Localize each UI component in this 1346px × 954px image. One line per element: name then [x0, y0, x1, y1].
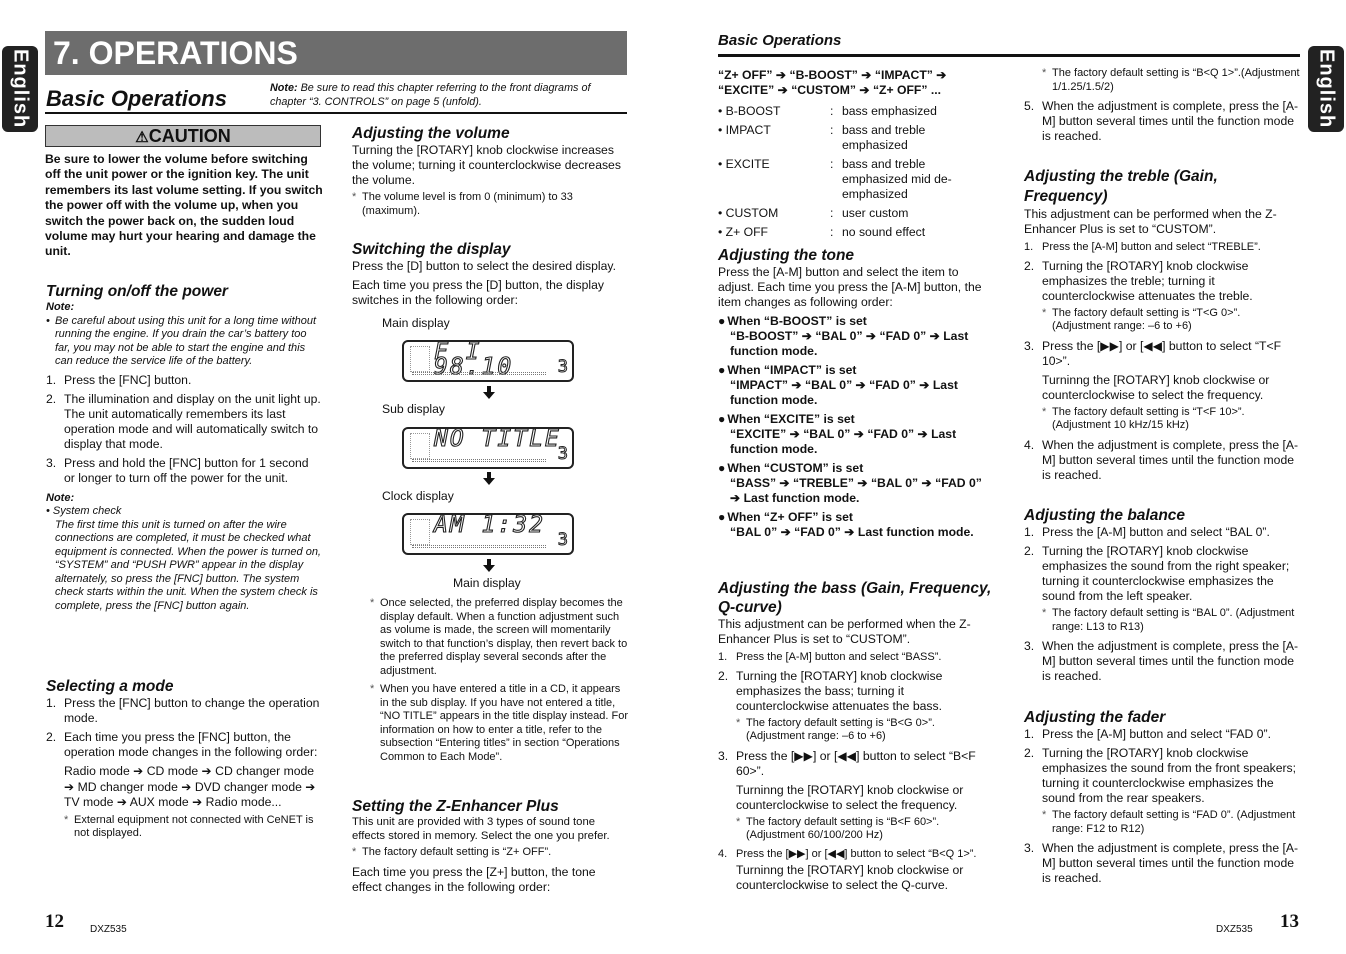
chapter-banner	[45, 31, 627, 75]
display-label: Clock display	[382, 489, 454, 503]
tone-case: ● When “B-BOOST” is set	[718, 314, 994, 329]
treble-footnote: * The factory default setting is “T<F 10>”.(Adjustment 10 kHz/15 kHz)	[1042, 405, 1245, 431]
balance-footnote: * The factory default setting is “BAL 0”. (Adjustment range: L13 to R13)	[1042, 607, 1295, 633]
fader-section	[1024, 708, 1300, 890]
power-note: • Be careful about using this unit for a long time without running the engine. If you drain the car’s battery too far, you may not be able to start the engine and this can reduce the service life of the battery.	[46, 314, 317, 367]
language-tab-right	[1308, 46, 1344, 132]
tone-case: ● When “EXCITE” is set	[718, 412, 994, 427]
display-footnotes	[370, 594, 628, 769]
display-footnote: * Once selected, the preferred display becomes the display default. When a function adjustment such as volume is made, the screen will momentarily switch to that function’s display, then revert back to the preferred display several seconds after the adjustment.	[370, 597, 628, 677]
display-text: Press the [D] button to select the desired display.	[352, 259, 616, 273]
list-item: 2. Turning the [ROTARY] knob clockwise emphasizes the sound from the front speakers; turning it counterclockwise emphasizes the sound from the rear speakers.	[1024, 746, 1297, 805]
page-header: Basic Operations	[718, 32, 842, 49]
caution-label: CAUTION	[148, 126, 231, 146]
section-divider	[45, 112, 627, 114]
bass-text: This adjustment can be performed when the Z-Enhancer Plus is set to “CUSTOM”.	[718, 617, 971, 646]
zenhancer-text: This unit are provided with 3 types of sound tone effects stored in memory. Select the one you prefer.	[352, 816, 610, 842]
display-label: Main display	[382, 316, 450, 330]
chapter-note: Note: Be sure to read this chapter referring to the front diagrams of chapter “3. CONTROLS” on page 5 (unfold).	[270, 82, 591, 108]
system-check-text: The first time this unit is turned on after the wire connections are completed, it must be checked what equipment is connected. When the power is turned on, “SYSTEM” and “PUSH PWR” appear in the display alternately, so press the [FNC] button. The system check starts within the unit. When the system check is complete, press the [FNC] button again.	[55, 518, 321, 612]
mode-heading: Selecting a mode	[46, 678, 174, 695]
arrow-down-icon	[482, 559, 496, 573]
display-heading: Switching the display	[352, 241, 511, 258]
tone-section	[718, 246, 994, 542]
tone-text: Press the [A-M] button and select the item to adjust. Each time you press the [A-M] button, the item changes as following order:	[718, 265, 982, 309]
list-item: • CUSTOM : user custom	[718, 206, 909, 220]
balance-heading: Adjusting the balance	[1024, 507, 1186, 524]
language-tab-label: English	[9, 49, 32, 129]
display-section	[352, 240, 628, 308]
list-item: 3. When the adjustment is complete, press the [A-M] button several times until the function mode is reached.	[1024, 841, 1299, 885]
display-label: Main display	[453, 576, 521, 590]
lcd-sub-display: NO TITLE 3	[402, 427, 574, 469]
mode-footnote: * External equipment not connected with CeNET is not displayed.	[64, 813, 314, 839]
zenhancer-order	[718, 68, 994, 244]
lcd-clock-display: AM 1:32 3	[402, 513, 574, 555]
display-text: Each time you press the [D] button, the display switches in the following order:	[352, 278, 605, 307]
volume-heading: Adjusting the volume	[352, 125, 510, 142]
power-section	[46, 282, 322, 613]
header-divider	[718, 54, 1300, 57]
list-item: 4. Press the [▶▶] or [◀◀] button to select “B<Q 1>”.	[718, 847, 977, 860]
tone-case: ● When “CUSTOM” is set	[718, 461, 994, 476]
treble-text: This adjustment can be performed when the Z-Enhancer Plus is set to “CUSTOM”.	[1024, 207, 1277, 236]
bass-text: Turninng the [ROTARY] knob clockwise or counterclockwise to select the Q-curve.	[736, 863, 964, 892]
model-name-left: DXZ535	[90, 924, 127, 935]
section-title: Basic Operations	[46, 86, 227, 111]
mode-order: Radio mode ➔ CD mode ➔ CD changer mode ➔ MD changer mode ➔ DVD changer mode ➔ TV mode ➔ AUX mode ➔ Radio mode...	[64, 764, 316, 809]
bass-footnote: * The factory default setting is “B<Q 1>”.(Adjustment 1/1.25/1.5/2)	[1042, 67, 1300, 93]
language-tab-left	[2, 46, 38, 132]
zenhancer-sequence: “Z+ OFF” ➔ “B-BOOST” ➔ “IMPACT” ➔ “EXCITE” ➔ “CUSTOM” ➔ “Z+ OFF” ...	[718, 68, 947, 97]
treble-text: Turninng the [ROTARY] knob clockwise or counterclockwise to select the frequency.	[1042, 372, 1270, 402]
list-item: 2. Turning the [ROTARY] knob clockwise emphasizes the sound from the right speaker; turning it counterclockwise emphasizes the sound from the left speaker.	[1024, 544, 1290, 603]
list-item: 2. Turning the [ROTARY] knob clockwise emphasizes the treble; turning it counterclockwise attenuates the treble.	[1024, 258, 1253, 303]
zenhancer-section	[352, 797, 628, 895]
model-name-right: DXZ535	[1216, 924, 1253, 935]
list-item: 1. Press the [A-M] button and select “BASS”.	[718, 651, 942, 663]
page-number-right: 13	[1280, 911, 1299, 932]
list-item: • IMPACT : bass and treble emphasized	[718, 123, 926, 152]
list-item: • Z+ OFF : no sound effect	[718, 225, 926, 239]
bass-section	[718, 579, 994, 893]
list-item: 1. Press the [A-M] button and select “BAL 0”.	[1024, 525, 1270, 539]
volume-footnote: * The volume level is from 0 (minimum) to 33 (maximum).	[352, 191, 573, 217]
bass-text: Turninng the [ROTARY] knob clockwise or counterclockwise to select the frequency.	[736, 782, 964, 812]
bass-continued	[1024, 67, 1300, 148]
list-item: 1. Press the [FNC] button to change the operation mode.	[46, 696, 320, 725]
chapter-title: 7. OPERATIONS	[53, 35, 298, 71]
list-item: 4. When the adjustment is complete, press the [A-M] button several times until the function mode is reached.	[1024, 437, 1299, 482]
language-tab-label: English	[1315, 49, 1338, 129]
treble-footnote: * The factory default setting is “T<G 0>”. (Adjustment range: –6 to +6)	[1042, 306, 1241, 332]
list-item: 3. Press the [▶▶] or [◀◀] button to select “B<F 60>”.	[718, 748, 976, 778]
fader-footnote: * The factory default setting is “FAD 0”. (Adjustment range: F12 to R12)	[1042, 809, 1296, 835]
system-note-label: Note:	[46, 491, 75, 504]
power-heading: Turning on/off the power	[46, 283, 228, 300]
lcd-main-display: F I 98.10 3	[402, 340, 574, 382]
list-item: 3. Press and hold the [FNC] button for 1 second or longer to turn off the power for the unit.	[46, 455, 309, 485]
list-item: • EXCITE : bass and treble emphasized mid de-emphasized	[718, 157, 952, 201]
zenhancer-footnote: * The factory default setting is “Z+ OFF”.	[352, 846, 552, 858]
list-item: 3. When the adjustment is complete, press the [A-M] button several times until the function mode is reached.	[1024, 639, 1299, 683]
tone-heading: Adjusting the tone	[718, 247, 855, 264]
volume-section	[352, 124, 628, 223]
tone-sequence: “EXCITE” ➔ “BAL 0” ➔ “FAD 0” ➔ Last function mode.	[730, 427, 957, 456]
list-item: 1. Press the [A-M] button and select “FAD 0”.	[1024, 727, 1271, 741]
tone-sequence: “IMPACT” ➔ “BAL 0” ➔ “FAD 0” ➔ Last function mode.	[730, 378, 958, 407]
fader-heading: Adjusting the fader	[1024, 709, 1166, 726]
treble-section	[1024, 167, 1300, 487]
caution-banner	[45, 125, 321, 147]
list-item: 1. Press the [FNC] button.	[46, 372, 192, 387]
zenhancer-text: Each time you press the [Z+] button, the tone effect changes in the following order:	[352, 864, 596, 894]
tone-case: ● When “IMPACT” is set	[718, 363, 994, 378]
display-label: Sub display	[382, 402, 446, 416]
warning-icon: ⚠	[135, 129, 149, 146]
list-item: • B-BOOST : bass emphasized	[718, 104, 937, 118]
list-item: 1. Press the [A-M] button and select “TREBLE”.	[1024, 241, 1261, 253]
tone-sequence: “BASS” ➔ “TREBLE” ➔ “BAL 0” ➔ “FAD 0” ➔ Last function mode.	[730, 476, 982, 505]
bass-heading: Adjusting the bass (Gain, Frequency, Q-curve)	[718, 580, 992, 616]
page-number-left: 12	[45, 911, 64, 932]
bass-footnote: * The factory default setting is “B<G 0>”. (Adjustment range: –6 to +6)	[736, 716, 935, 742]
balance-section	[1024, 506, 1300, 688]
display-footnote: * When you have entered a title in a CD, it appears in the sub display. If you have not entered a title, “NO TITLE” appears in the title display instead. For information on how to enter a title, refer to the subsection “Entering titles” in section “Operations Common to Each Mode”.	[370, 683, 629, 763]
list-item: 3. Press the [▶▶] or [◀◀] button to select “T<F 10>”.	[1024, 338, 1282, 368]
list-item: 5. When the adjustment is complete, press the [A-M] button several times until the function mode is reached.	[1024, 99, 1299, 143]
bass-footnote: * The factory default setting is “B<F 60>”.(Adjustment 60/100/200 Hz)	[736, 815, 940, 841]
power-note-label: Note:	[46, 301, 75, 313]
system-check-head: • System check	[46, 505, 122, 517]
tone-case: ● When “Z+ OFF” is set	[718, 510, 994, 525]
treble-heading: Adjusting the treble (Gain, Frequency)	[1024, 168, 1218, 205]
list-item: 2. The illumination and display on the unit light up. The unit automatically remembers its last operation mode and will automatically switch to display that mode.	[46, 391, 321, 451]
arrow-down-icon	[482, 386, 496, 400]
volume-text: Turning the [ROTARY] knob clockwise increases the volume; turning it counterclockwise decreases the volume.	[352, 143, 621, 187]
tone-sequence: “BAL 0” ➔ “FAD 0” ➔ Last function mode.	[730, 525, 974, 539]
caution-text: Be sure to lower the volume before switching off the unit power or the ignition key. The unit remembers its last volume setting. If you switch the power off with the volume up, when you switch the power back on, the sudden loud volume may hurt your hearing and damage the unit.	[45, 152, 323, 259]
arrow-down-icon	[482, 472, 496, 486]
tone-sequence: “B-BOOST” ➔ “BAL 0” ➔ “FAD 0” ➔ Last function mode.	[730, 329, 969, 358]
zenhancer-heading: Setting the Z-Enhancer Plus	[352, 798, 559, 815]
mode-section	[46, 677, 322, 846]
list-item: 2. Turning the [ROTARY] knob clockwise emphasizes the bass; turning it counterclockwise attenuates the bass.	[718, 668, 943, 713]
list-item: 2. Each time you press the [FNC] button, the operation mode changes in the following order:	[46, 730, 318, 759]
